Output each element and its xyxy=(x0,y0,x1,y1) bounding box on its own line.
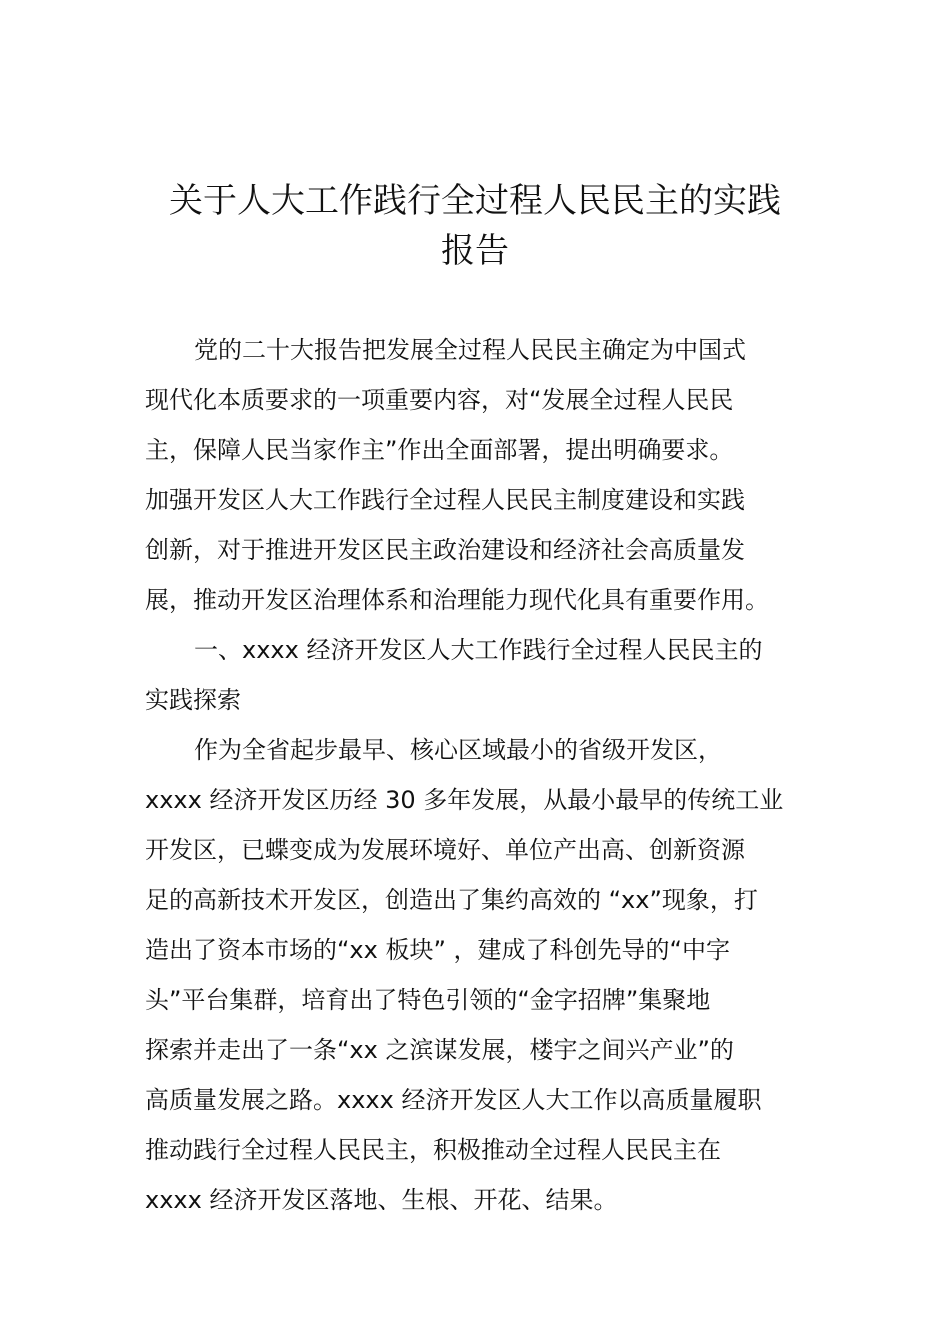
paragraph-2-line-2: xxxx 经济开发区历经 30 多年发展，从最小最早的传统工业 xyxy=(145,786,784,814)
paragraph-2-line-9: 推动践行全过程人民民主，积极推动全过程人民民主在 xyxy=(145,1136,721,1164)
paragraph-1-line-2: 现代化本质要求的一项重要内容，对“发展全过程人民民 xyxy=(145,386,734,414)
paragraph-2-line-1: 作为全省起步最早、核心区域最小的省级开发区， xyxy=(194,736,722,764)
paragraph-2-line-3: 开发区，已蝶变成为发展环境好、单位产出高、创新资源 xyxy=(145,836,745,864)
paragraph-2-line-4: 足的高新技术开发区，创造出了集约高效的 “xx”现象，打 xyxy=(145,886,758,914)
paragraph-1-line-3: 主，保障人民当家作主”作出全面部署，提出明确要求。 xyxy=(145,436,734,464)
section-heading-line-2: 实践探索 xyxy=(145,686,241,714)
paragraph-1-line-4: 加强开发区人大工作践行全过程人民民主制度建设和实践 xyxy=(145,486,745,514)
paragraph-1-line-5: 创新，对于推进开发区民主政治建设和经济社会高质量发 xyxy=(145,536,745,564)
paragraph-1-line-6: 展，推动开发区治理体系和治理能力现代化具有重要作用。 xyxy=(145,586,769,614)
section-heading-line-1: 一、xxxx 经济开发区人大工作践行全过程人民民主的 xyxy=(194,636,763,664)
paragraph-1-line-1: 党的二十大报告把发展全过程人民民主确定为中国式 xyxy=(194,336,746,364)
document-title-line-1: 关于人大工作践行全过程人民民主的实践 xyxy=(169,181,781,221)
paragraph-2-line-10: xxxx 经济开发区落地、生根、开花、结果。 xyxy=(145,1186,618,1214)
paragraph-2-line-8: 高质量发展之路。xxxx 经济开发区人大工作以高质量履职 xyxy=(145,1086,762,1114)
paragraph-2-line-6: 头”平台集群，培育出了特色引领的“金字招牌”集聚地 xyxy=(145,986,711,1014)
document-title-line-2: 报告 xyxy=(441,231,509,271)
paragraph-2-line-7: 探索并走出了一条“xx 之滨谋发展，楼宇之间兴产业”的 xyxy=(145,1036,734,1064)
paragraph-2-line-5: 造出了资本市场的“xx 板块” ，建成了科创先导的“中字 xyxy=(145,936,730,964)
